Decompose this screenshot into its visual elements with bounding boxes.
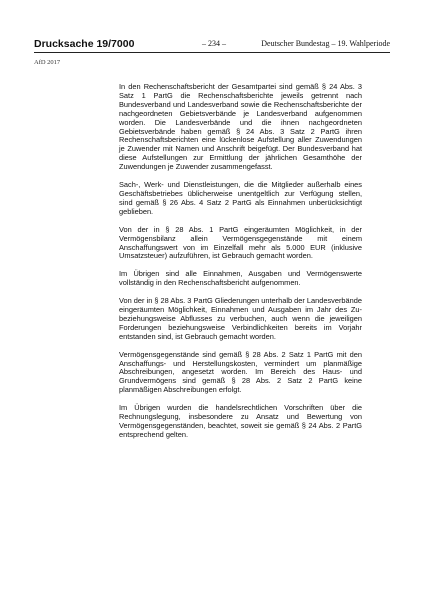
paragraph-rechenschaftsbericht: In den Rechenschaftsbericht der Gesamtpartei sind gemäß § 24 Abs. 3 Satz 1 PartG die Rechenschaftsberichte jeweils getrennt nach Bundesverband und Landesverband sowie die Rechenschaftsberichte der nachgeordneten Gebietsverbände je Landesverband aufgenommen worden. Die Landesverbände und die ihnen nachgeordneten Gebietsverbände haben gemäß § 24 Abs. 3 Satz 2 PartG ihren Rechenschaftsberichten eine lückenlose Aufstellung aller Zuwendungen je Zuwender mit Namen und Anschrift beigefügt. Der Bundesverband hat diese Aufstellungen zur Ermittlung der jährlichen Gesamthöhe der Zuwendungen je Zuwender zusammengefasst. xyxy=(119,82,362,172)
paragraph-gliederungen: Von der in § 28 Abs. 3 PartG Gliederungen unterhalb der Landesverbände eingeräumten Möglichkeit, Einnahmen und Ausgaben im Jahr des Zu- beziehungsweise Abflusses zu verbuchen, auch wenn die jeweiligen Forderungen beziehungsweise Verbindlichkeiten bereits im Vorjahr entstanden sind, ist Gebrauch gemacht worden. xyxy=(119,296,362,341)
body-text xyxy=(119,83,362,449)
paragraph-abschreibungen: Vermögensgegenstände sind gemäß § 28 Abs. 2 Satz 1 PartG mit den Anschaffungs- und Herstellungskosten, vermindert um planmäßige Abschreibungen, angesetzt worden. Im Bereich des Haus- und Grundvermögens sind gemäß § 28 Abs. 2 Satz 2 PartG keine planmäßigen Abschreibungen erfolgt. xyxy=(119,349,362,395)
party-code: AfD 2017 xyxy=(34,59,61,66)
publisher-label: Deutscher Bundestag – 19. Wahlperiode xyxy=(261,39,390,48)
paragraph-vermoegensbilanz: Von der in § 28 Abs. 1 PartG eingeräumten Möglichkeit, in der Vermögensbilanz allein Vermögensgegenstände mit einem Anschaffungswert von im Einzelfall mehr als 5.000 EUR (inklusive Umsatzsteuer) aufzuführen, ist Gebrauch gemacht worden. xyxy=(119,224,362,261)
paragraph-sachleistungen: Sach-, Werk- und Dienstleistungen, die die Mitglieder außerhalb eines Geschäftsbetriebes üblicherweise unentgeltlich zur Verfügung stellen, sind gemäß § 26 Abs. 4 Satz 2 PartG als Einnahmen unberücksichtigt geblieben. xyxy=(119,180,362,216)
paragraph-vollstaendigkeit: Im Übrigen sind alle Einnahmen, Ausgaben und Vermögenswerte vollständig in den Rechenschaftsbericht aufgenommen. xyxy=(119,269,362,288)
paragraph-handelsrecht: Im Übrigen wurden die handelsrechtlichen Vorschriften über die Rechnungslegung, insbesondere zu Ansatz und Bewertung von Vermögensgegenständen, beachtet, soweit sie gemäß § 24 Abs. 2 PartG entsprechend gelten. xyxy=(119,403,362,439)
page-number: – 234 – xyxy=(202,39,226,48)
page-header xyxy=(34,38,390,53)
drucksache-number: Drucksache 19/7000 xyxy=(34,38,135,50)
